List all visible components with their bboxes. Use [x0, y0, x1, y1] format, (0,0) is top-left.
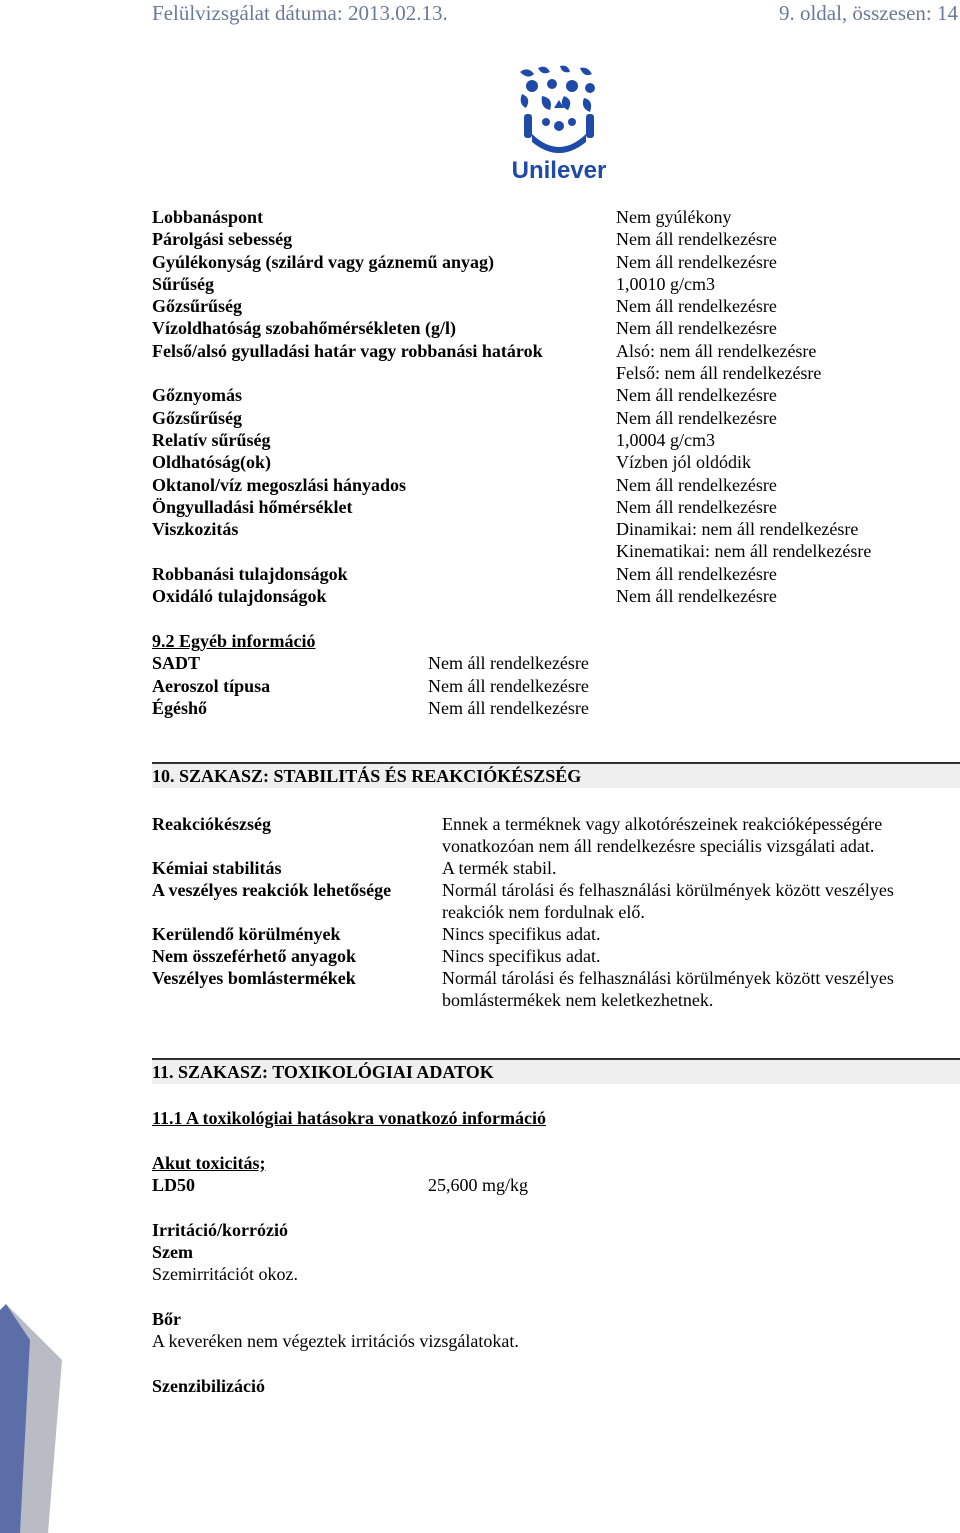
acute-toxicity-title: Akut toxicitás; [152, 1153, 266, 1173]
reactivity-label: Nem összeférhető anyagok [152, 946, 356, 966]
property-label [152, 540, 616, 562]
logo-wordmark: Unilever [511, 157, 607, 184]
property-row [152, 474, 942, 496]
other-information-section [152, 630, 589, 719]
review-date: Felülvizsgálat dátuma: 2013.02.13. [152, 1, 448, 25]
property-row [152, 251, 942, 273]
property-row [152, 317, 942, 339]
reactivity-value: A termék stabil. [442, 858, 557, 878]
property-label: Gyúlékonyság (szilárd vagy gáznemű anyag) [152, 251, 495, 272]
property-row [152, 563, 942, 585]
reactivity-label: Kerülendő körülmények [152, 924, 341, 944]
reactivity-table [152, 813, 942, 1011]
reactivity-value: Nincs specifikus adat. [442, 946, 601, 966]
section-11-subtitle: 11.1 A toxikológiai hatásokra vonatkozó információ [152, 1108, 547, 1128]
reactivity-row [152, 879, 942, 923]
other-info-label: Égéshő [152, 697, 208, 718]
property-value: Dinamikai: nem áll rendelkezésre [616, 519, 859, 540]
property-row [152, 384, 942, 406]
property-value: Kinematikai: nem áll rendelkezésre [616, 541, 872, 562]
other-info-row [152, 697, 589, 719]
property-row [152, 340, 942, 362]
property-label: Gőznyomás [152, 385, 242, 406]
property-row [152, 362, 942, 384]
reactivity-value: Normál tárolási és felhasználási körülmények között veszélyes bomlástermékek nem keletkezhetnek. [442, 968, 894, 1010]
reactivity-label: Veszélyes bomlástermékek [152, 968, 356, 988]
reactivity-row [152, 945, 942, 967]
property-label: Lobbanáspont [152, 207, 264, 227]
property-label: Gőzsűrűség [152, 407, 242, 428]
reactivity-value: Nincs specifikus adat. [442, 924, 601, 944]
ld50-value: 25,600 mg/kg [428, 1175, 529, 1195]
other-info-row [152, 675, 589, 697]
property-label: Párolgási sebesség [152, 229, 293, 250]
other-info-label: Aeroszol típusa [152, 675, 271, 696]
skin-label: Bőr [152, 1309, 181, 1329]
other-info-row [152, 652, 589, 674]
property-row [152, 540, 942, 562]
section-11-header: 11. SZAKASZ: TOXIKOLÓGIAI ADATOK [152, 1058, 960, 1084]
property-value: Nem áll rendelkezésre [616, 474, 777, 495]
property-label: Felső/alsó gyulladási határ vagy robbanási határok [152, 340, 543, 361]
ld50-label: LD50 [152, 1175, 196, 1195]
property-label: Oldhatóság(ok) [152, 452, 272, 473]
property-value: Felső: nem áll rendelkezésre [616, 363, 822, 384]
reactivity-value: Ennek a terméknek vagy alkotórészeinek reakcióképességére vonatkozóan nem áll rendelkezésre speciális vizsgálati adat. [442, 814, 883, 856]
property-label: Robbanási tulajdonságok [152, 563, 348, 584]
reactivity-row [152, 923, 942, 945]
other-info-value: Nem áll rendelkezésre [428, 653, 589, 674]
property-label: Oktanol/víz megoszlási hányados [152, 474, 407, 495]
reactivity-row [152, 967, 942, 1011]
reactivity-row [152, 813, 942, 857]
property-value: Nem áll rendelkezésre [616, 318, 777, 339]
reactivity-label: A veszélyes reakciók lehetősége [152, 880, 392, 900]
property-value: Nem áll rendelkezésre [616, 496, 777, 517]
property-row [152, 429, 942, 451]
property-label: Vízoldhatóság szobahőmérsékleten (g/l) [152, 318, 456, 339]
other-info-value: Nem áll rendelkezésre [428, 697, 589, 718]
property-row [152, 496, 942, 518]
physical-properties-table [152, 206, 942, 607]
property-row [152, 273, 942, 295]
reactivity-value: Normál tárolási és felhasználási körülmények között veszélyes reakciók nem fordulnak elő. [442, 880, 894, 922]
property-value: Nem áll rendelkezésre [616, 296, 777, 317]
property-value: Nem áll rendelkezésre [616, 229, 777, 250]
property-label [152, 362, 616, 384]
property-value: Nem áll rendelkezésre [616, 251, 777, 272]
reactivity-row [152, 857, 942, 879]
property-value: Nem áll rendelkezésre [616, 586, 777, 607]
unilever-logo [504, 64, 614, 184]
reactivity-label: Reakciókészség [152, 814, 271, 834]
property-value: 1,0004 g/cm3 [616, 429, 715, 450]
property-value: Alsó: nem áll rendelkezésre [616, 340, 817, 361]
property-row [152, 206, 942, 228]
irritation-title: Irritáció/korrózió [152, 1220, 288, 1240]
property-row [152, 518, 942, 540]
property-value: Nem gyúlékony [616, 207, 732, 227]
sensitization-title: Szenzibilizáció [152, 1376, 265, 1396]
property-value: 1,0010 g/cm3 [616, 273, 715, 294]
property-row [152, 451, 942, 473]
property-row [152, 407, 942, 429]
property-label: Relatív sűrűség [152, 429, 271, 450]
section-10-header: 10. SZAKASZ: STABILITÁS ÉS REAKCIÓKÉSZSÉG [152, 762, 960, 788]
property-row [152, 585, 942, 607]
property-value: Nem áll rendelkezésre [616, 385, 777, 406]
property-label: Sűrűség [152, 273, 215, 294]
page-info: 9. oldal, összesen: 14 [778, 1, 958, 25]
decorative-page-corner [0, 1300, 70, 1533]
property-label: Gőzsűrűség [152, 296, 242, 317]
property-label: Viszkozitás [152, 519, 239, 540]
property-row [152, 228, 942, 250]
eye-label: Szem [152, 1242, 193, 1262]
skin-text: A keveréken nem végeztek irritációs vizsgálatokat. [152, 1331, 519, 1351]
other-info-title: 9.2 Egyéb információ [152, 631, 316, 651]
property-value: Nem áll rendelkezésre [616, 563, 777, 584]
other-info-label: SADT [152, 653, 201, 674]
property-value: Nem áll rendelkezésre [616, 407, 777, 428]
other-info-value: Nem áll rendelkezésre [428, 675, 589, 696]
eye-text: Szemirritációt okoz. [152, 1264, 298, 1284]
reactivity-label: Kémiai stabilitás [152, 858, 282, 878]
property-label: Oxidáló tulajdonságok [152, 586, 327, 607]
property-label: Öngyulladási hőmérséklet [152, 496, 353, 517]
property-value: Vízben jól oldódik [616, 452, 751, 473]
property-row [152, 295, 942, 317]
